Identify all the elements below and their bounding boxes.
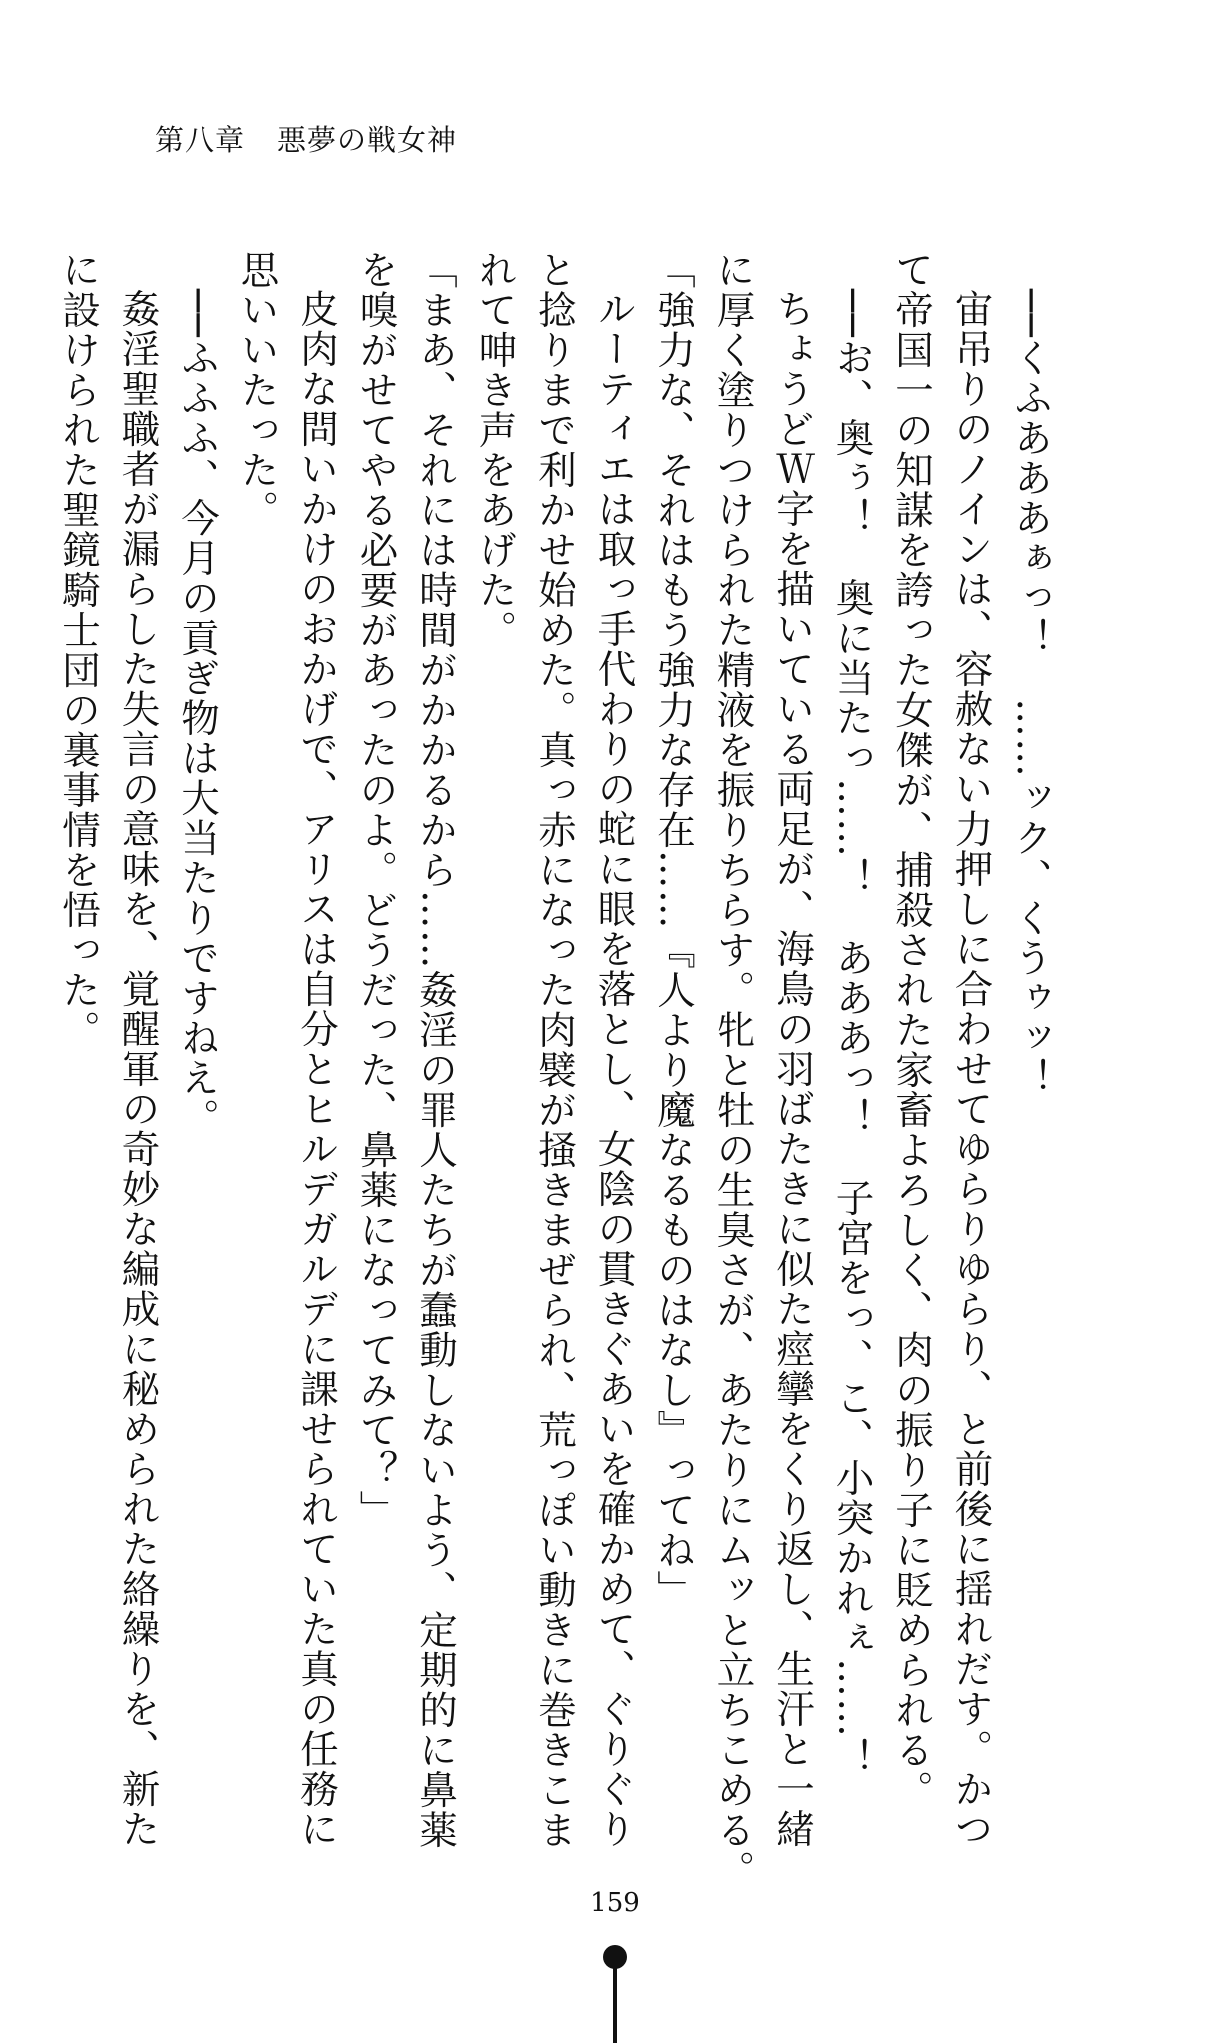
text-line: ルーティエは取っ手代わりの蛇に眼を落とし、女陰の貫きぐあいを確かめて、ぐりぐり: [591, 288, 637, 1849]
text-line: に厚く塗りつけられた精液を振りちらす。牝と牡の生臭さが、あたりにムッと立ちこめる。: [710, 250, 756, 1890]
chapter-title: 悪夢の戦女神: [277, 123, 458, 157]
ruby-nikoraimusu: ニコライムス: [78, 2007, 145, 2020]
text-line: 宙吊りのノインは、容赦ない力押しに合わせてゆらりゆらり、と前後に揺れだす。かつ: [948, 288, 994, 1849]
vertical-text-block: [56, 250, 1060, 1890]
text-line: を嗅がせてやる必要があったのよ。どうだった、鼻薬になってみて？」: [353, 250, 399, 1530]
text-line: て帝国一の知謀を誇った女傑が、捕殺された家畜よろしく、肉の振り子に貶められる。: [889, 250, 934, 1810]
chapter-number: 第八章: [155, 123, 246, 157]
ruby-shundou: しゅんどう: [20, 2007, 75, 2020]
running-head: [155, 123, 458, 157]
text-line: と捻りまで利かせ始めた。真っ赤になった肉襞が掻きまぜられ、荒っぽい動きに巻きこま: [532, 250, 577, 1850]
ruby-eruvaaken: エルヴァーケン: [147, 2007, 225, 2020]
text-line: に設けられた聖鏡騎士団の裏事情を悟った。: [56, 250, 101, 1050]
text-line: ──ふふふ、今月の貢ぎ物は大当たりですねえ。: [175, 288, 220, 1138]
text-line: れて呻き声をあげた。: [472, 250, 518, 650]
text-line: 皮肉な問いかけのおかげで、アリスは自分とヒルデガルデに課せられていた真の任務に: [294, 288, 339, 1849]
text-line: 姦淫聖職者が漏らした失言の意味を、覚醒軍の奇妙な編成に秘められた絡繰りを、新た: [115, 288, 161, 1849]
text-line: ──お、奥ぅ！ 奥に当たっ……！ あああっ！ 子宮をっ、こ、小突かれぇ……！: [829, 288, 875, 1778]
page-number: 159: [590, 1888, 640, 1918]
text-line: 「まあ、それには時間がかかるから……姦淫の罪人たちが蠢動しないよう、定期的に鼻薬: [413, 250, 458, 1850]
ruby-readings: [20, 2005, 373, 2021]
ruby-karakuri: からくり: [328, 2007, 373, 2020]
text-line: 思いいたった。: [234, 250, 280, 530]
page-marker-stem: [613, 1965, 617, 2043]
text-line: ──くふあああぁっ！ ……ック、くうゥッ！: [1008, 288, 1053, 1098]
text-line: 「強力な、それはもう強力な存在……『人より魔なるものはなし』ってね」: [651, 250, 696, 1610]
ruby-shupiigerittaa: シュピーゲリッター: [227, 2007, 326, 2020]
text-line: ちょうどＷ字を描いている両足が、海鳥の羽ばたきに似た痙攣をくり返し、生汗と一緒: [770, 288, 815, 1849]
